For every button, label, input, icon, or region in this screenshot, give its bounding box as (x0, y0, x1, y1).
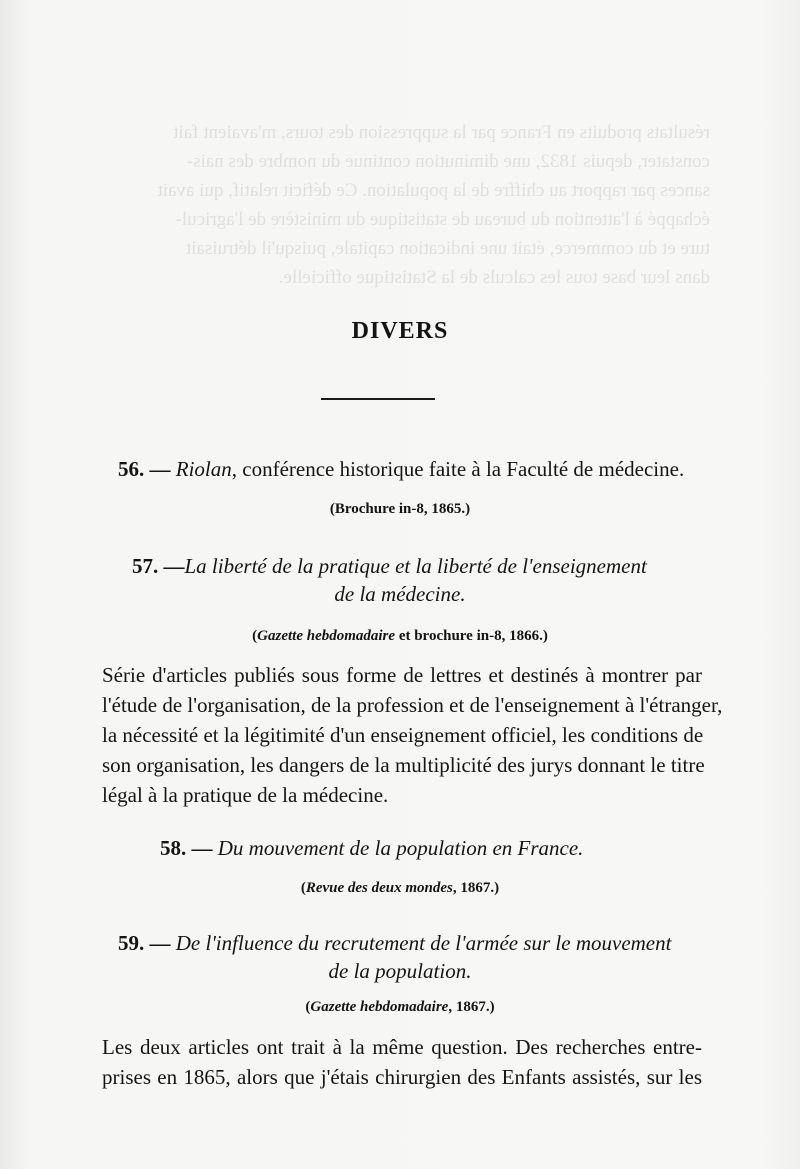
paragraph-line: Les deux articles ont trait à la même question. Des recherches entre- (102, 1035, 702, 1059)
entry-number: 58. (160, 836, 187, 860)
show-through-text (70, 118, 710, 292)
pub-rest: , 1867.) (448, 999, 495, 1015)
entry-57-publication (0, 628, 800, 645)
paragraph-line: l'étude de l'organisation, de la profession et de l'enseignement à l'étranger, (102, 693, 723, 717)
pub-italic: Revue des deux mondes (305, 880, 453, 896)
show-through-line: ture et du commerce, était une indication capitale, puisqu'il détruisait (185, 238, 710, 259)
entry-58-publication (0, 880, 800, 897)
entry-59-publication (0, 999, 800, 1016)
entry-59-title-line2: de la population. (328, 959, 472, 983)
heading-rule (321, 398, 435, 400)
entry-title-italic: La liberté de la pratique et la liberté de l'enseignement (184, 554, 647, 578)
pub-rest: et brochure in-8, 1866.) (395, 628, 548, 644)
entry-58-title (160, 836, 583, 861)
entry-number: 57. (132, 554, 159, 578)
entry-title-rest: , conférence historique faite à la Faculté de médecine. (231, 457, 685, 481)
pub-paren: ( (305, 999, 311, 1015)
paragraph-line: la nécessité et la légitimité d'un enseignement officiel, les conditions de (102, 723, 704, 747)
show-through-line: dans leur base tous les calculs de la Statistique officielle. (278, 267, 710, 288)
entry-dash: — (149, 457, 171, 481)
entry-57-title (132, 554, 647, 579)
entry-title-italic: Du mouvement de la population en France. (217, 836, 584, 860)
section-heading: DIVERS (351, 318, 449, 344)
entry-59-title (118, 931, 671, 956)
entry-59-description (102, 1032, 702, 1092)
entry-56-title (118, 457, 684, 482)
entry-57-description (102, 660, 723, 810)
pub-paren: ( (300, 880, 306, 896)
paragraph-line: légal à la pratique de la médecine. (102, 783, 389, 807)
entry-title-italic: De l'influence du recrutement de l'armée sur le mouvement (175, 931, 672, 955)
paragraph-line: prises en 1865, alors que j'étais chirurgien des Enfants assistés, sur les (102, 1065, 702, 1089)
pub-rest: , 1867.) (452, 880, 500, 896)
paragraph-line: son organisation, les dangers de la multiplicité des jurys donnant le titre (102, 753, 705, 777)
paragraph-line: Série d'articles publiés sous forme de lettres et destinés à montrer par (102, 663, 702, 687)
show-through-line: constater, depuis 1832, une diminution continue du nombre des nais- (186, 151, 710, 172)
show-through-line: échappé à l'attention du bureau de statistique du ministère de l'agricul- (175, 209, 710, 230)
show-through-line: sances par rapport au chiffre de la population. Ce déficit relatif, qui avait (157, 180, 710, 201)
entry-dash: — (163, 554, 185, 578)
pub-italic: Gazette hebdomadaire (310, 999, 449, 1015)
entry-dash: — (191, 836, 213, 860)
entry-number: 56. (118, 457, 145, 481)
pub-paren: ( (252, 628, 258, 644)
entry-dash: — (149, 931, 171, 955)
show-through-line: résultats produits en France par la suppression des tours, m'avaient fait (173, 122, 710, 143)
pub-italic: Gazette hebdomadaire (257, 628, 396, 644)
entry-56-publication: (Brochure in-8, 1865.) (329, 501, 471, 517)
entry-number: 59. (118, 931, 145, 955)
entry-title-italic: Riolan (175, 457, 232, 481)
entry-57-title-line2: de la médecine. (334, 582, 466, 606)
